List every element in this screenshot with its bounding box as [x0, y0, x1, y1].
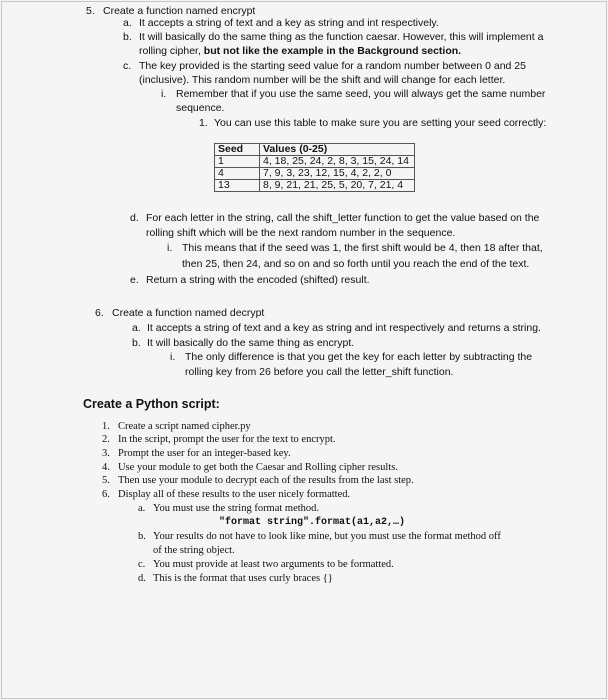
table-row [215, 168, 415, 180]
section5-b-line2-pre: rolling cipher, [139, 45, 204, 57]
section5-b-marker: b. [123, 31, 132, 43]
python-item-number: 2. [102, 434, 110, 445]
section5-c1-marker: 1. [199, 117, 208, 129]
section6-a-text: It accepts a string of text and a key as string and int respectively and returns a string. [147, 322, 541, 334]
section5-a-marker: a. [123, 17, 132, 29]
python-item-number: 1. [102, 421, 110, 432]
table-cell-values: 8, 9, 21, 21, 25, 5, 20, 7, 21, 4 [260, 180, 415, 192]
section6-title: Create a function named decrypt [112, 307, 265, 319]
section5-b-line1: It will basically do the same thing as the function caesar. However, this will implement a [139, 31, 544, 43]
section5-c1-text: You can use this table to make sure you are setting your seed correctly: [214, 117, 547, 129]
document-page [1, 1, 607, 699]
python-item-text: Use your module to get both the Caesar and Rolling cipher results. [118, 462, 398, 473]
table-cell-seed: 1 [215, 156, 260, 168]
table-header-row [215, 144, 415, 156]
section6-b-text: It will basically do the same thing as encrypt. [147, 337, 355, 349]
python-item-number: 3. [102, 448, 110, 459]
section5-di-marker: i. [167, 242, 173, 254]
table-cell-values: 4, 18, 25, 24, 2, 8, 3, 15, 24, 14 [260, 156, 415, 168]
section5-c-line2: (inclusive). This random number will be the shift and will change for each letter. [139, 74, 506, 86]
python-b-marker: b. [138, 531, 146, 542]
python-a-marker: a. [138, 503, 146, 514]
python-item-text: In the script, prompt the user for the text to encrypt. [118, 434, 336, 445]
section5-e-text: Return a string with the encoded (shifted) result. [146, 274, 370, 286]
section6-b-marker: b. [132, 337, 141, 349]
table-cell-seed: 13 [215, 180, 260, 192]
section5-a-text: It accepts a string of text and a key as string and int respectively. [139, 17, 439, 29]
table-header-seed: Seed [215, 144, 260, 156]
table-cell-seed: 4 [215, 168, 260, 180]
python-d-marker: d. [138, 573, 146, 584]
section6-number: 6. [95, 307, 104, 319]
table-row [215, 180, 415, 192]
section5-ci-line2: sequence. [176, 102, 225, 114]
seed-values-table [214, 143, 415, 192]
python-c-text: You must provide at least two arguments to be formatted. [153, 559, 394, 570]
section6-bi-line2: rolling key from 26 before you call the letter_shift function. [185, 366, 454, 378]
section5-ci-marker: i. [161, 88, 167, 100]
python-d-text: This is the format that uses curly braces {} [153, 573, 333, 584]
section5-d-line1: For each letter in the string, call the shift_letter function to get the value based on the [146, 212, 540, 224]
section5-e-marker: e. [130, 274, 139, 286]
python-item-text: Prompt the user for an integer-based key. [118, 448, 291, 459]
python-item-text: Then use your module to decrypt each of the results from the last step. [118, 475, 414, 486]
section5-b-line2 [139, 45, 461, 58]
section5-d-line2: rolling shift which will be the next random number in the sequence. [146, 227, 456, 239]
section5-c-marker: c. [123, 60, 132, 72]
python-item-text: Display all of these results to the user nicely formatted. [118, 489, 351, 500]
python-item-number: 5. [102, 475, 110, 486]
section6-a-marker: a. [132, 322, 141, 334]
python-heading: Create a Python script: [83, 397, 220, 411]
python-c-marker: c. [138, 559, 146, 570]
python-item-number: 6. [102, 489, 110, 500]
section5-di-line2: then 25, then 24, and so on and so forth until you reach the end of the text. [182, 258, 530, 270]
section5-c-line1: The key provided is the starting seed value for a random number between 0 and 25 [139, 60, 526, 72]
section5-b-line2-bold: but not like the example in the Background section. [203, 45, 462, 57]
format-code-example: "format string".format(a1,a2,…) [219, 517, 406, 528]
python-b-line2: of the string object. [153, 545, 235, 556]
table-row [215, 156, 415, 168]
section5-number: 5. [86, 5, 95, 17]
section5-ci-line1: Remember that if you use the same seed, you will always get the same number [176, 88, 546, 100]
section5-d-marker: d. [130, 212, 139, 224]
python-item-number: 4. [102, 462, 110, 473]
table-cell-values: 7, 9, 3, 23, 12, 15, 4, 2, 2, 0 [260, 168, 415, 180]
section5-title: Create a function named encrypt [103, 5, 256, 17]
python-a-text: You must use the string format method. [153, 503, 320, 514]
section5-di-line1: This means that if the seed was 1, the first shift would be 4, then 18 after that, [182, 242, 543, 254]
section6-bi-marker: i. [170, 351, 176, 363]
python-b-line1: Your results do not have to look like mine, but you must use the format method off [153, 531, 501, 542]
python-item-text: Create a script named cipher.py [118, 421, 251, 432]
section6-bi-line1: The only difference is that you get the key for each letter by subtracting the [185, 351, 533, 363]
table-header-values: Values (0-25) [260, 144, 415, 156]
